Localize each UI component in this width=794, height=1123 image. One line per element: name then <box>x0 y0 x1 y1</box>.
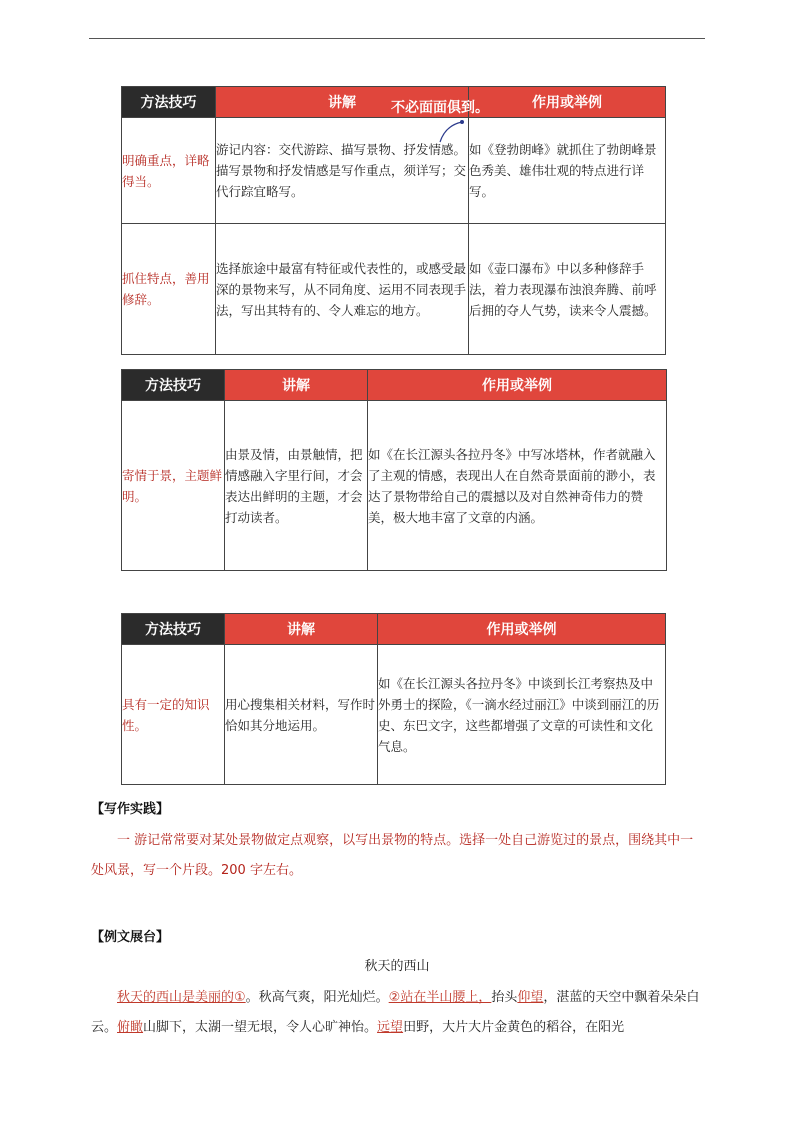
essay-underlined-phrase: 仰望 <box>517 990 544 1005</box>
essay-underlined-phrase: ②站在半山腰上， <box>388 990 492 1005</box>
method-table-1 <box>121 86 666 355</box>
example-cell: 如《在长江源头各拉丹冬》中谈到长江考察热及中外勇士的探险，《一滴水经过丽江》中谈到丽江的历史、东巴文字，这些都增强了文章的可读性和文化气息。 <box>378 645 666 785</box>
header-explain: 讲解 <box>225 614 378 645</box>
annotation-arrow-icon <box>438 118 468 144</box>
overlay-annotation: 不必面面俱到。 <box>391 100 489 116</box>
essay-text: ，湛蓝的天空中飘着朵朵白云。 <box>91 990 700 1035</box>
example-cell: 如《在长江源头各拉丹冬》中写冰塔林，作者就融入了主观的情感，表现出人在自然奇景面前的渺小，表达了景物带给自己的震撼以及对自然神奇伟力的赞美，极大地丰富了文章的内涵。 <box>368 401 667 571</box>
table-row <box>122 645 666 785</box>
table-row <box>122 118 666 224</box>
essay-body <box>91 983 706 1043</box>
header-method: 方法技巧 <box>122 614 225 645</box>
essay-text: 抬头 <box>491 990 518 1005</box>
essay-text: 山脚下，太湖一望无垠，令人心旷神怡。 <box>143 1020 378 1035</box>
practice-heading: 【写作实践】 <box>91 802 170 817</box>
header-explain: 讲解 <box>216 87 469 118</box>
essay-underlined-phrase: 俯瞰 <box>117 1020 144 1035</box>
essay-text: 。秋高气爽，阳光灿烂。 <box>245 990 389 1005</box>
skill-cell: 寄情于景，主题鲜明。 <box>122 401 225 571</box>
example-cell: 如《登勃朗峰》就抓住了勃朗峰景色秀美、雄伟壮观的特点进行详写。 <box>469 118 666 224</box>
table-row <box>122 401 667 571</box>
explain-cell: 选择旅途中最富有特征或代表性的，或感受最深的景物来写，从不同角度、运用不同表现手法，写出其特有的、令人难忘的地方。 <box>216 224 469 355</box>
table-row <box>122 224 666 355</box>
header-example: 作用或举例 <box>378 614 666 645</box>
skill-cell: 明确重点，详略得当。 <box>122 118 216 224</box>
explain-cell: 游记内容：交代游踪、描写景物、抒发情感。描写景物和抒发情感是写作重点，须详写；交代行踪宜略写。 <box>216 118 469 224</box>
skill-cell: 抓住特点，善用修辞。 <box>122 224 216 355</box>
essay-text: 田野，大片大片金黄色的稻谷，在阳光 <box>403 1020 625 1035</box>
header-example: 作用或举例 <box>368 370 667 401</box>
header-explain: 讲解 <box>225 370 368 401</box>
explain-cell: 用心搜集相关材料，写作时恰如其分地运用。 <box>225 645 378 785</box>
skill-cell: 具有一定的知识性。 <box>122 645 225 785</box>
essay-title: 秋天的西山 <box>364 959 430 974</box>
practice-body: 一 游记常常要对某处景物做定点观察，以写出景物的特点。选择一处自己游览过的景点，围绕其中一处风景，写一个片段。200 字左右。 <box>91 833 694 878</box>
example-cell: 如《壶口瀑布》中以多种修辞手法，着力表现瀑布浊浪奔腾、前呼后拥的夺人气势，读来令人震撼。 <box>469 224 666 355</box>
top-rule <box>89 38 705 39</box>
header-example: 作用或举例 <box>469 87 666 118</box>
essay-underlined-phrase: 秋天的西山是美丽的① <box>117 990 246 1005</box>
header-method: 方法技巧 <box>122 87 216 118</box>
method-table-2 <box>121 369 667 571</box>
essay-underlined-phrase: 远望 <box>377 1020 404 1035</box>
explain-cell: 由景及情，由景触情，把情感融入字里行间，才会表达出鲜明的主题，才会打动读者。 <box>225 401 368 571</box>
table-header-row <box>122 614 666 645</box>
header-method: 方法技巧 <box>122 370 225 401</box>
table-header-row <box>122 370 667 401</box>
method-table-3 <box>121 613 666 785</box>
example-heading: 【例文展台】 <box>91 930 170 945</box>
